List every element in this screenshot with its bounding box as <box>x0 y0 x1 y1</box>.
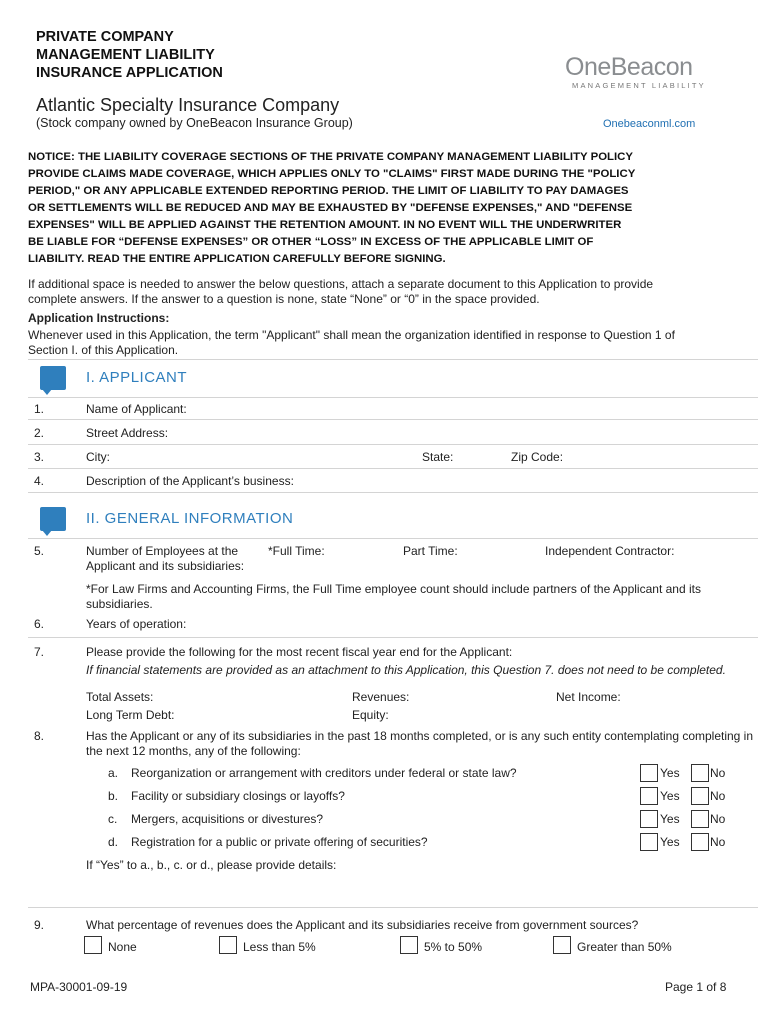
option-label: Less than 5% <box>243 940 316 954</box>
employees-label-line: Applicant and its subsidiaries: <box>86 559 245 573</box>
note-line: *For Law Firms and Accounting Firms, the Full Time employee count should include partners of the Applicant and its <box>86 582 701 596</box>
item-letter: d. <box>108 835 119 849</box>
option-label: 5% to 50% <box>424 940 483 954</box>
question-number: 9. <box>34 918 45 932</box>
section-marker-icon <box>40 507 66 531</box>
item-letter: b. <box>108 789 119 803</box>
item-text: Mergers, acquisitions or divestures? <box>131 812 324 826</box>
divider <box>28 907 758 908</box>
notice-line: OR SETTLEMENTS WILL BE REDUCED AND MAY BE EXHAUSTED BY "DEFENSE EXPENSES," AND "DEFENSE <box>28 202 633 214</box>
section-title-applicant: I. APPLICANT <box>86 369 188 386</box>
section-title-general-information: II. GENERAL INFORMATION <box>86 510 294 527</box>
divider <box>28 492 758 493</box>
item-text: Facility or subsidiary closings or layoffs? <box>131 789 345 803</box>
divider <box>28 419 758 420</box>
question-number: 8. <box>34 729 45 743</box>
intro-line: complete answers. If the answer to a question is none, state “None” or “0” in the space provided. <box>28 292 540 306</box>
instructions-line: Section I. of this Application. <box>28 343 179 357</box>
divider <box>28 397 758 398</box>
title-line: INSURANCE APPLICATION <box>36 65 223 81</box>
yes-checkbox[interactable] <box>640 810 658 828</box>
employees-label <box>86 544 244 574</box>
question-number: 1. <box>34 402 45 416</box>
transactions-question <box>86 729 756 759</box>
item-letter: a. <box>108 766 119 780</box>
section-marker-icon <box>40 366 66 390</box>
divider <box>28 637 758 638</box>
page-number: Page 1 of 8 <box>665 980 727 994</box>
divider <box>28 359 758 360</box>
government-revenue-question: What percentage of revenues does the Applicant and its subsidiaries receive from government sources? <box>86 918 639 932</box>
no-label: No <box>710 812 726 826</box>
note-line: subsidiaries. <box>86 597 153 611</box>
notice-line: PROVIDE CLAIMS MADE COVERAGE, WHICH APPLIES ONLY TO "CLAIMS" FIRST MADE DURING THE "POLICY <box>28 168 636 180</box>
part-time-label: Part Time: <box>403 544 458 558</box>
instructions-line: Whenever used in this Application, the term "Applicant" shall mean the organization identified in response to Question 1 of <box>28 328 675 342</box>
transactions-question-line: Has the Applicant or any of its subsidiaries in the past 18 months completed, or is any such entity contemplating completing in <box>86 729 754 743</box>
notice-line: BE LIABLE FOR “DEFENSE EXPENSES” OR OTHER “LOSS” IN EXCESS OF THE APPLICABLE LIMIT OF <box>28 236 594 248</box>
no-checkbox[interactable] <box>691 787 709 805</box>
instructions-heading: Application Instructions: <box>28 311 170 325</box>
yes-checkbox[interactable] <box>640 787 658 805</box>
5-to-50-checkbox[interactable] <box>400 936 418 954</box>
intro-line: If additional space is needed to answer the below questions, attach a separate document to this Application to provide <box>28 277 654 291</box>
employee-count-note <box>86 582 701 612</box>
company-name: Atlantic Specialty Insurance Company <box>36 95 340 115</box>
instructions-text <box>28 328 675 358</box>
years-of-operation-label: Years of operation: <box>86 617 187 631</box>
no-checkbox[interactable] <box>691 810 709 828</box>
no-label: No <box>710 835 726 849</box>
name-of-applicant-label: Name of Applicant: <box>86 402 187 416</box>
question-number: 6. <box>34 617 45 631</box>
less-than-5-checkbox[interactable] <box>219 936 237 954</box>
notice-line: PERIOD," OR ANY APPLICABLE EXTENDED REPORTING PERIOD. THE LIMIT OF LIABILITY TO PAY DAMAGES <box>28 185 629 197</box>
financials-note: If financial statements are provided as an attachment to this Application, this Question 7. does not need to be completed. <box>86 663 726 677</box>
notice-line: LIABILITY. READ THE ENTIRE APPLICATION CAREFULLY BEFORE SIGNING. <box>28 253 446 265</box>
title-line: MANAGEMENT LIABILITY <box>36 47 215 63</box>
zip-code-label: Zip Code: <box>511 450 564 464</box>
company-owner: (Stock company owned by OneBeacon Insurance Group) <box>36 116 353 130</box>
notice-line: EXPENSES" WILL BE APPLIED AGAINST THE RETENTION AMOUNT. IN NO EVENT WILL THE UNDERWRITER <box>28 219 622 231</box>
greater-than-50-checkbox[interactable] <box>553 936 571 954</box>
title-line: PRIVATE COMPANY <box>36 29 174 45</box>
question-number: 3. <box>34 450 45 464</box>
city-label: City: <box>86 450 110 464</box>
question-number: 2. <box>34 426 45 440</box>
form-title <box>36 28 223 82</box>
logo-tagline: MANAGEMENT LIABILITY <box>572 81 706 90</box>
intro-text <box>28 277 653 307</box>
transactions-question-line: the next 12 months, any of the following: <box>86 744 301 758</box>
notice-line: NOTICE: THE LIABILITY COVERAGE SECTIONS OF THE PRIVATE COMPANY MANAGEMENT LIABILITY POLICY <box>28 151 633 163</box>
yes-label: Yes <box>660 789 680 803</box>
business-description-label: Description of the Applicant’s business: <box>86 474 294 488</box>
revenues-label: Revenues: <box>352 690 410 704</box>
equity-label: Equity: <box>352 708 389 722</box>
no-label: No <box>710 766 726 780</box>
website-link[interactable]: Onebeaconml.com <box>603 118 696 130</box>
total-assets-label: Total Assets: <box>86 690 154 704</box>
divider <box>28 538 758 539</box>
yes-label: Yes <box>660 766 680 780</box>
yes-label: Yes <box>660 835 680 849</box>
state-label: State: <box>422 450 454 464</box>
no-checkbox[interactable] <box>691 833 709 851</box>
employees-label-line: Number of Employees at the <box>86 544 239 558</box>
divider <box>28 444 758 445</box>
option-label: Greater than 50% <box>577 940 672 954</box>
yes-checkbox[interactable] <box>640 764 658 782</box>
divider <box>28 468 758 469</box>
street-address-label: Street Address: <box>86 426 169 440</box>
option-label: None <box>108 940 137 954</box>
none-checkbox[interactable] <box>84 936 102 954</box>
question-number: 4. <box>34 474 45 488</box>
item-text: Reorganization or arrangement with creditors under federal or state law? <box>131 766 517 780</box>
form-id: MPA-30001-09-19 <box>30 980 128 994</box>
yes-label: Yes <box>660 812 680 826</box>
item-letter: c. <box>108 812 118 826</box>
notice-block <box>28 149 728 268</box>
financials-question: Please provide the following for the most recent fiscal year end for the Applicant: <box>86 645 513 659</box>
long-term-debt-label: Long Term Debt: <box>86 708 175 722</box>
question-number: 5. <box>34 544 45 558</box>
no-checkbox[interactable] <box>691 764 709 782</box>
details-prompt: If “Yes” to a., b., c. or d., please provide details: <box>86 858 337 872</box>
onebeacon-logo: OneBeacon <box>565 53 693 81</box>
no-label: No <box>710 789 726 803</box>
independent-contractor-label: Independent Contractor: <box>545 544 675 558</box>
question-number: 7. <box>34 645 45 659</box>
item-text: Registration for a public or private offering of securities? <box>131 835 428 849</box>
full-time-label: *Full Time: <box>268 544 325 558</box>
net-income-label: Net Income: <box>556 690 621 704</box>
yes-checkbox[interactable] <box>640 833 658 851</box>
